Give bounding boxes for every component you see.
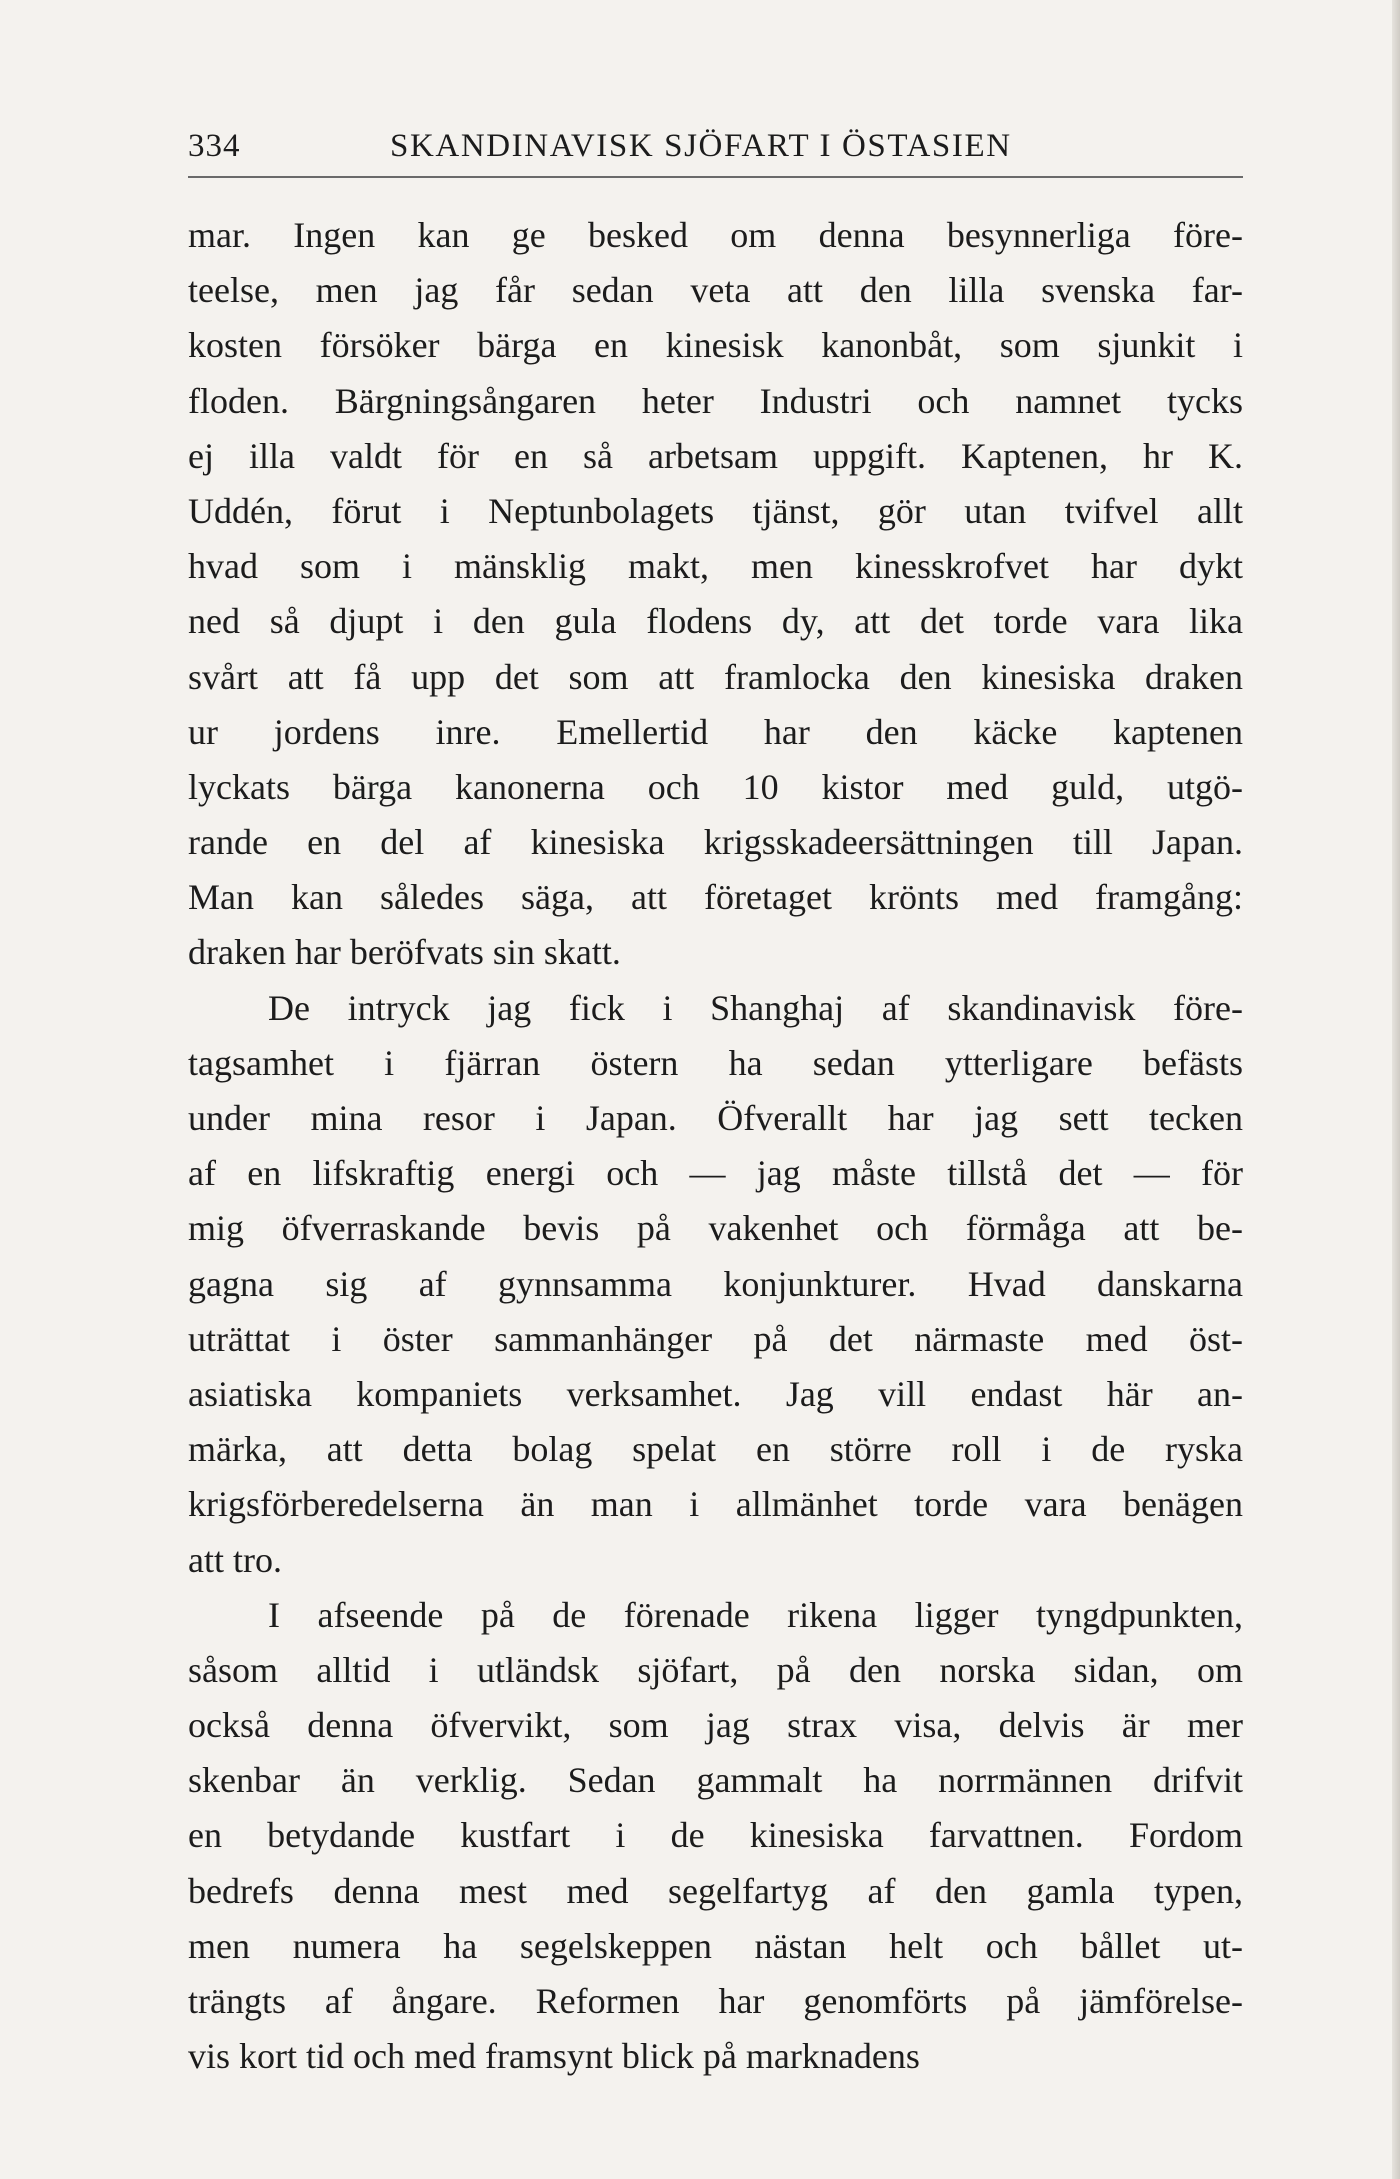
text-line: bedrefs denna mest med segelfartyg af den gamla typen, [188,1870,1243,1911]
paragraph [188,981,1243,1588]
text-line: Man kan således säga, att företaget krönts med framgång: [188,877,1243,918]
text-line: hvad som i mänsklig makt, men kinesskrofvet har dykt [188,546,1243,587]
text-line: tagsamhet i fjärran östern ha sedan ytterligare befästs [188,1042,1243,1083]
text-line: ned så djupt i den gula flodens dy, att det torde vara lika [188,601,1243,642]
text-line: uträttat i öster sammanhänger på det närmaste med öst- [188,1318,1243,1359]
text-line: skenbar än verklig. Sedan gammalt ha norrmännen drifvit [188,1760,1243,1801]
text-line: floden. Bärgningsångaren heter Industri och namnet tycks [188,380,1243,421]
running-title: SKANDINAVISK SJÖFART I ÖSTASIEN [390,128,1012,164]
text-line: också denna öfvervikt, som jag strax visa, delvis är mer [188,1705,1243,1746]
text-line: vis kort tid och med framsynt blick på marknadens [188,2036,920,2077]
text-line: af en lifskraftig energi och — jag måste tillstå det — för [188,1153,1243,1194]
page-number: 334 [188,128,241,164]
text-line: ur jordens inre. Emellertid har den käcke kaptenen [188,711,1243,752]
text-line: draken har beröfvats sin skatt. [188,932,621,973]
text-line: teelse, men jag får sedan veta att den lilla svenska far- [188,270,1243,311]
text-line: krigsförberedelserna än man i allmänhet torde vara benägen [188,1484,1243,1525]
text-line: mar. Ingen kan ge besked om denna besynnerliga före- [188,215,1243,255]
page-edge-shadow [1392,0,1400,2179]
text-line: märka, att detta bolag spelat en större roll i de ryska [188,1429,1243,1470]
text-line: rande en del af kinesiska krigsskadeersättningen till Japan. [188,822,1243,863]
text-line: under mina resor i Japan. Öfverallt har jag sett tecken [188,1098,1243,1138]
text-line: en betydande kustfart i de kinesiska farvattnen. Fordom [188,1815,1243,1856]
text-line: De intryck jag fick i Shanghaj af skandinavisk före- [268,987,1243,1028]
text-line: att tro. [188,1539,282,1580]
text-line: gagna sig af gynnsamma konjunkturer. Hvad danskarna [188,1263,1243,1304]
body-text [188,208,1243,2084]
text-line: trängts af ångare. Reformen har genomförts på jämförelse- [188,1981,1243,2021]
text-line: mig öfverraskande bevis på vakenhet och förmåga att be- [188,1208,1243,1249]
text-line: I afseende på de förenade rikena ligger tyngdpunkten, [268,1594,1243,1635]
text-line: Uddén, förut i Neptunbolagets tjänst, gör utan tvifvel allt [188,490,1243,531]
text-line: svårt att få upp det som att framlocka den kinesiska draken [188,656,1243,697]
running-header [188,124,1243,178]
text-line: kosten försöker bärga en kinesisk kanonbåt, som sjunkit i [188,325,1243,366]
text-line: lyckats bärga kanonerna och 10 kistor med guld, utgö- [188,766,1243,807]
text-line: men numera ha segelskeppen nästan helt och bållet ut- [188,1925,1243,1966]
paragraph [188,208,1243,981]
paragraph [188,1588,1243,2085]
text-line: ej illa valdt för en så arbetsam uppgift. Kaptenen, hr K. [188,435,1243,476]
text-line: såsom alltid i utländsk sjöfart, på den norska sidan, om [188,1649,1243,1690]
text-line: asiatiska kompaniets verksamhet. Jag vill endast här an- [188,1373,1243,1414]
